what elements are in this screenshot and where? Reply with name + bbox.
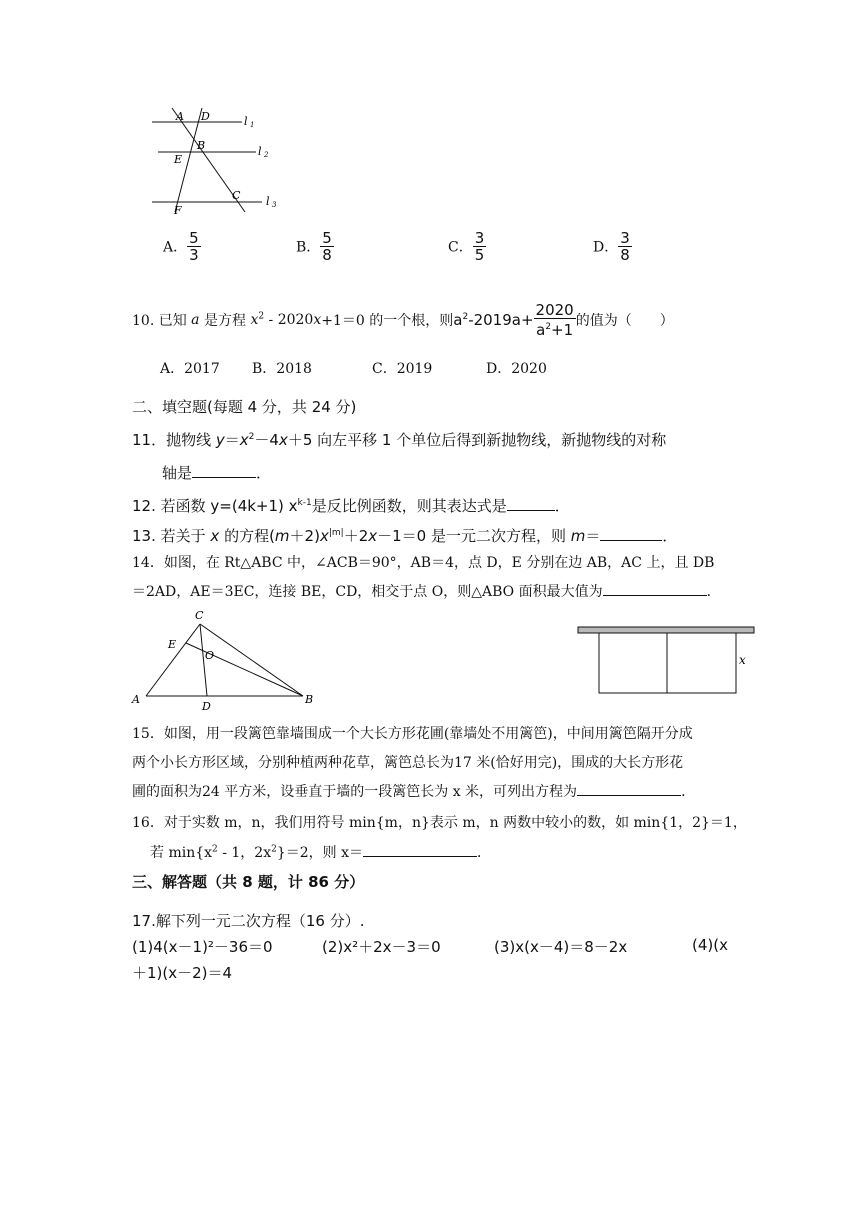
q16-line1: 16．对于实数 m，n，我们用符号 min{m，n}表示 m，n 两数中较小的数，如 min{1，2}＝1，	[132, 815, 747, 831]
side-bc	[200, 624, 303, 696]
segment-be	[186, 643, 303, 696]
answer-blank[interactable]	[600, 526, 662, 541]
label-C: C	[232, 189, 241, 202]
side-ac	[146, 624, 200, 696]
q15-line1: 15．如图，用一段篱笆靠墙围成一个大长方形花圃(靠墙处不用篱笆)，中间用篱笆隔开分成	[132, 726, 693, 742]
q11-line1: 11．抛物线 $y=x^2-4x+5$ 向左平移 1 个单位后得到新抛物线，新抛物线的对称	[132, 431, 667, 449]
answer-blank[interactable]	[577, 781, 681, 796]
label-E: E	[168, 638, 177, 651]
answer-blank[interactable]	[507, 496, 555, 511]
answer-blank[interactable]	[192, 463, 256, 478]
label-D: D	[201, 110, 210, 123]
section-2-heading: 二、填空题(每题 4 分，共 24 分)	[132, 398, 357, 416]
q16-line2: 若 $\min\{x^2 - 1$，$2x^2\}=2$，则 x＝ ．	[150, 842, 491, 862]
label-D: D	[202, 700, 211, 712]
label-C: C	[195, 609, 204, 622]
label-B: B	[305, 693, 314, 706]
label-l3: l	[266, 195, 270, 208]
label-l1: l	[244, 115, 248, 128]
q10-option-c[interactable]: C．2019	[372, 361, 433, 377]
fraction: $\frac{3}{8}$	[620, 229, 630, 264]
fraction-2020: $\frac{2020}{a^2+1}$	[535, 301, 574, 339]
label-A: A	[132, 693, 140, 706]
option-key: A．	[163, 239, 188, 256]
q15-line2: 两个小长方形区域，分别种植两种花草，篱笆总长为17 米(恰好用完)，围成的大长方形花	[132, 755, 684, 771]
q9-option-d[interactable]	[593, 230, 632, 263]
option-key: D．	[593, 239, 619, 256]
answer-blank[interactable]	[603, 581, 707, 596]
label-E: E	[174, 153, 183, 166]
q10-option-d[interactable]: D．2020	[486, 361, 547, 377]
q11-line2: 轴是 ．	[162, 464, 272, 482]
wall	[578, 627, 754, 633]
label-O: O	[205, 649, 215, 662]
q10-option-a[interactable]: A．2017	[160, 361, 220, 377]
option-key: C．	[448, 239, 473, 256]
q15-line3: 圃的面积为24 平方米，设垂直于墙的一段篱笆长为 x 米，可列出方程为 ．	[132, 781, 695, 801]
q17-title: 17.解下列一元二次方程（16 分）.	[132, 912, 365, 930]
q12: 12. 若函数 y=(4k+1) $x^{k-1}$是反比例函数，则其表达式是 ．	[132, 497, 570, 515]
fraction: $\frac{5}{3}$	[189, 229, 199, 264]
q17-part4-b: ＋1)(x－2)＝4	[132, 964, 233, 982]
label-l1-sub: 1	[250, 121, 255, 129]
q13: 13. 若关于 x 的方程$(m+2)x^{|m|}+2x-1=0$ 是一元二次方程，则 m＝ ．	[132, 527, 678, 545]
label-A: A	[176, 110, 184, 123]
q17-part3: (3)x(x－4)＝8－2x	[494, 938, 628, 956]
q14-line2: ＝2AD，AE＝3EC，连接 BE，CD，相交于点 O，则△ABO 面积最大值为 ．	[132, 581, 721, 601]
q17-part4-a: (4)(x	[692, 936, 728, 954]
fence-garden-figure	[576, 624, 760, 698]
section-3-heading: 三、解答题（共 8 题，计 86 分）	[132, 873, 365, 891]
q17-part1: (1)4(x－1)²－36＝0	[132, 938, 273, 956]
parallel-lines-figure	[140, 100, 290, 220]
label-x: x	[739, 653, 746, 667]
fraction: $\frac{5}{8}$	[322, 229, 332, 264]
label-l2-sub: 2	[264, 151, 269, 159]
fraction: $\frac{3}{5}$	[474, 229, 485, 264]
q9-option-a[interactable]	[163, 230, 201, 263]
label-l2: l	[258, 145, 262, 158]
q10-option-b[interactable]: B．2018	[252, 361, 312, 377]
label-l3-sub: 3	[272, 201, 277, 209]
answer-blank[interactable]	[363, 842, 477, 857]
q9-option-b[interactable]	[296, 230, 334, 263]
option-key: B．	[296, 239, 321, 256]
q14-line1: 14．如图，在 Rt△ABC 中，∠ACB＝90°，AB＝4，点 D，E 分别在边 AB，AC 上，且 DB	[132, 555, 715, 571]
label-B: B	[197, 139, 206, 152]
q10-stem: 10. 已知 a 是方程 $x^2 - 2020x+1=0$ 的一个根，则$a^2-2019a+$ $\frac{2020}{a^2+1}$ 的值为（ ）	[132, 301, 674, 339]
q9-option-c[interactable]	[448, 230, 486, 263]
label-F: F	[174, 204, 182, 217]
q17-part2: (2)x²＋2x－3＝0	[322, 938, 441, 956]
triangle-abc-figure	[128, 606, 323, 712]
